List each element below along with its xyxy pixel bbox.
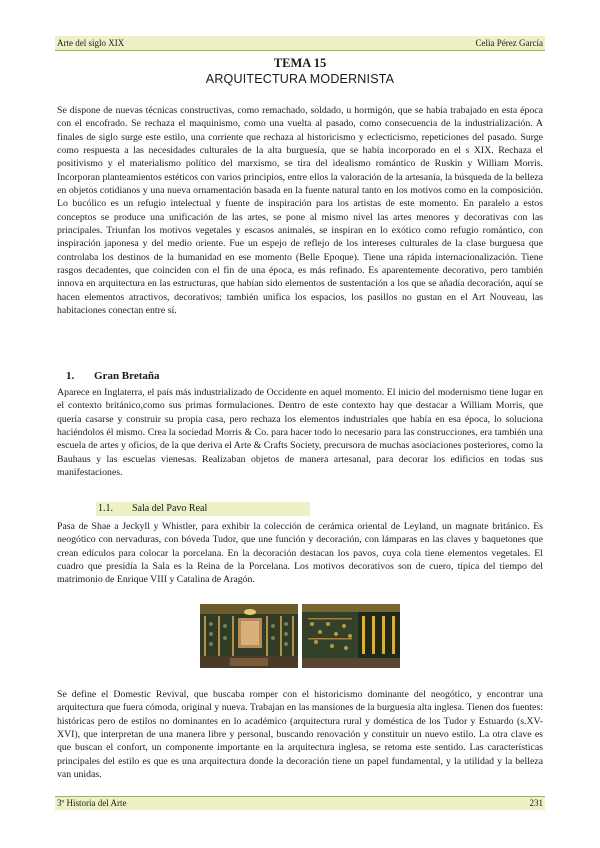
header-course: Arte del siglo XIX (57, 38, 125, 48)
page-number: 231 (529, 798, 543, 808)
subsection-title: Sala del Pavo Real (132, 503, 208, 514)
topic-title: ARQUITECTURA MODERNISTA (205, 72, 395, 86)
peacock-room-image (200, 604, 298, 668)
page-header (55, 36, 545, 51)
header-author: Celia Pérez García (475, 38, 543, 48)
gran-bretana-paragraph: Aparece en Inglaterra, el país más industrializado de Occidente en aquel momento. El inicio del modernismo tiene lugar en el contexto británico,como sus primas formulaciones. Dentro de este contexto hay que destacar a William Morris, que quería casarse y construir su propia casa, pero rechaza los elementos industriales que había en esa época, lo soluciona haciéndolos él mismo. Crea la sociedad Morris & Co. para hacer todo lo necesario para las construcciones, era también una escuela de artes y oficios, de la que deriva el Arte & Crafts Society, precursora de muchas asociaciones posteriores, como la Bauhaus y las escuelas vienesas. Realizaban objetos de manera artesanal, para decorar los edificios en todas sus manifestaciones. (57, 387, 543, 479)
peacock-room-photos (200, 604, 400, 668)
peacock-room-photo-right (302, 604, 400, 668)
section-title: Gran Bretaña (94, 370, 160, 382)
page-footer (55, 796, 545, 810)
title-block (55, 56, 545, 87)
domestic-revival-paragraph: Se define el Domestic Revival, que buscaba romper con el historicismo dominante del neogótico, y encontrar una arquitectura que fuera cómoda, original y nueva. Trabajan en las mansiones de la burguesía alta inglesa. Tienen dos fuentes: históricas pero de estilos no dominantes en lo académico (arquitectura rural y doméstica de los Tudor y Estuardo (s.XV-XVI), que interpretan de una manera libre y personal, buscando renovación y constituir un nuevo estilo. La otra clave es que buscan el confort, un componente importante en la arquitectura inglesa, se retoma este sentido. Las características principales del estilo es que es una arquitectura donde la decoración tiene un papel fundamental, y la utilidad y la belleza van unidas. (57, 689, 543, 781)
topic-number: TEMA 15 (273, 56, 327, 70)
pavo-real-paragraph: Pasa de Shae a Jeckyll y Whistler, para exhibir la colección de cerámica oriental de Leyland, un magnate británico. Es neogótico con nervaduras, con bóveda Tudor, que une función y decoración, con lámparas en las claves y baquetones que crean edículos para colocar la porcelana. En la decoración destacan los pavos, cuya cola tiene elementos vegetales. El cuadro que presidía la Sala es la Reina de la Porcelana. Los motivos decorativos son de cuero, típica del tiempo del matrimonio de Enrique VIII y Catalina de Aragón. (57, 521, 543, 586)
peacock-room-image (302, 604, 400, 668)
subsection-heading-sala-pavo-real (96, 502, 310, 516)
subsection-number: 1.1. (98, 503, 113, 514)
peacock-room-photo-left (200, 604, 298, 668)
footer-course: 3º Historia del Arte (57, 798, 127, 808)
section-number: 1. (66, 370, 75, 382)
intro-paragraph: Se dispone de nuevas técnicas constructivas, como remachado, soldado, u hormigón, que se había trabajado en esta época con el encofrado. Se rechaza el maquinismo, como una vuelta al pasado, como consecuencia de la industrialización. A finales de siglo surge este estilo, una corriente que rechaza al historicismo y eclecticismo, repeticiones del pasado. Surge como respuesta a las necesidades culturales de la alta burguesía, que se había incorporado en el s XIX. Rechaza el positivismo y el materialismo político del marxismo, se tira del idealismo romántico de Ruskin y William Morris. Incorporan planteamientos estéticos con varios principios, entre ellos la valoración de la artesanía, la búsqueda de la belleza en objetos cotidianos y una nueva ornamentación basada en la fuente natural tanto en los motivos como en la composición. Lo bucólico es un refugio intelectual y fuente de inspiración para los artistas de este momento. En paralelo a estos conceptos se produce una unificación de las artes, se pone al mismo nivel las artes menores y decorativas con las principales. Triunfan los motivos vegetales y escasos animales, se inspiran en lo exótico como refugio romántico, con inspiración japonesa y del medio oriente. Fue un espejo de reflejo de los intereses culturales de la clase burguesa que controlaba los destinos de la humanidad en ese momento (Belle Epoque). Tiene una rápida internacionalización. Tiene rasgos decadentes, que coinciden con el fin de una época, es más refinado. Es aparentemente decorativo, pero también innova en arquitectura en las estructuras, que habían sido elementos de sustentación a los que se añadía decoración, aquí se hacen elementos atractivos, decorativos; también unifica los espacios, los pasillos no gustan en el Art Nouveau, las habitaciones conectan entre sí. (57, 105, 543, 317)
section-heading-gran-bretana (66, 369, 160, 383)
